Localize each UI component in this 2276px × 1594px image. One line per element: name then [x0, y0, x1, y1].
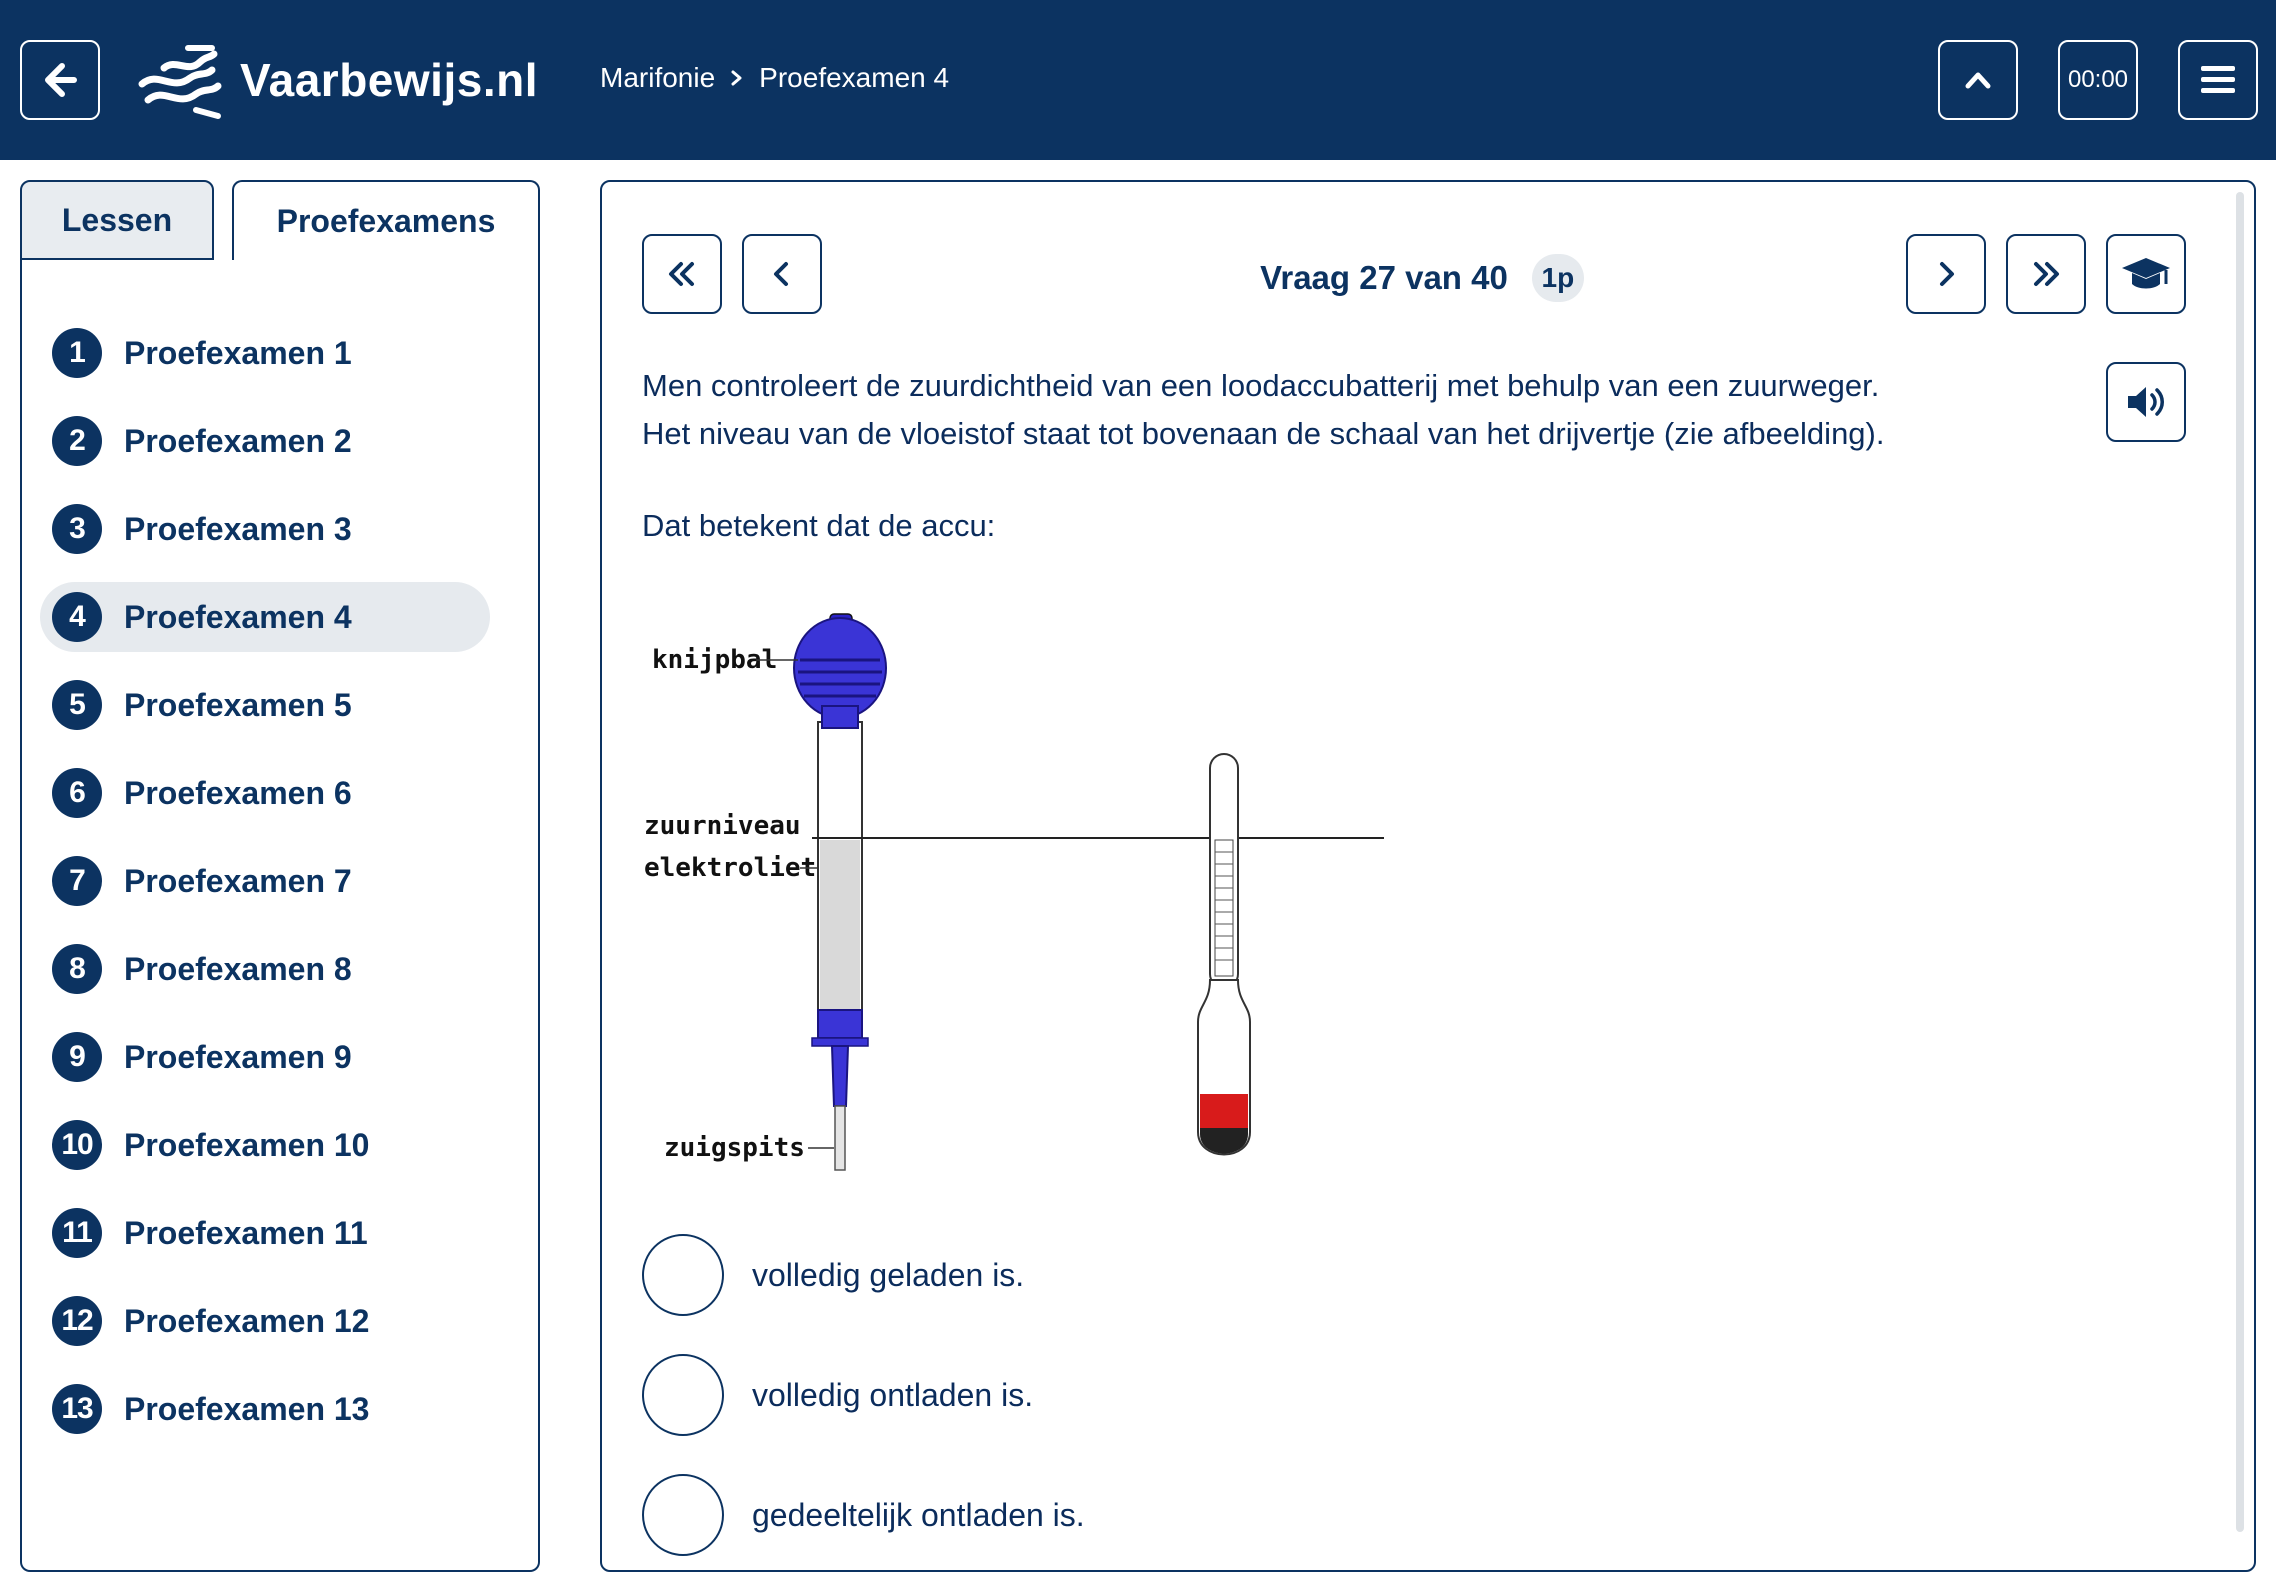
sidebar-item-proefexamen-3[interactable] [40, 494, 490, 564]
sidebar-item-label: Proefexamen 7 [124, 862, 352, 899]
exam-number-badge: 12 [52, 1296, 102, 1346]
exam-number-badge: 6 [52, 768, 102, 818]
exam-number-badge: 8 [52, 944, 102, 994]
question-panel [600, 180, 2256, 1572]
sidebar-item-proefexamen-10[interactable] [40, 1110, 490, 1180]
exam-number-badge: 11 [52, 1208, 102, 1258]
brand-logo[interactable] [138, 38, 538, 122]
back-button[interactable] [20, 40, 100, 120]
timer-button[interactable]: 00:00 [2058, 40, 2138, 120]
chevron-left-icon [764, 256, 800, 292]
tab-proefexamens[interactable]: Proefexamens [232, 180, 540, 260]
answer-radio[interactable] [642, 1354, 724, 1436]
sidebar-item-label: Proefexamen 4 [124, 598, 352, 635]
exam-number-badge: 13 [52, 1384, 102, 1434]
sidebar-item-proefexamen-5[interactable] [40, 670, 490, 740]
exam-number-badge: 10 [52, 1120, 102, 1170]
label-knijpbal: knijpbal [652, 645, 778, 675]
points-badge: 1p [1532, 254, 1584, 302]
answer-radio[interactable] [642, 1234, 724, 1316]
double-chevron-left-icon [664, 256, 700, 292]
sidebar-item-proefexamen-11[interactable] [40, 1198, 490, 1268]
float-red-band [1200, 1094, 1248, 1128]
exam-number-badge: 2 [52, 416, 102, 466]
menu-button[interactable] [2178, 40, 2258, 120]
suction-tip [835, 1106, 845, 1170]
top-header [0, 0, 2276, 160]
sidebar-item-proefexamen-7[interactable] [40, 846, 490, 916]
next-question-button[interactable] [1906, 234, 1986, 314]
sidebar-item-label: Proefexamen 12 [124, 1302, 370, 1339]
sidebar-item-label: Proefexamen 11 [124, 1214, 368, 1251]
label-elektroliet: elektroliet [644, 853, 817, 883]
answer-label: volledig ontladen is. [752, 1376, 1034, 1413]
question-line-1: Men controleert de zuurdichtheid van een loodaccubatterij met behulp van een zuurweger. [642, 368, 1880, 403]
question-prompt: Dat betekent dat de accu: [642, 508, 996, 543]
syringe-nozzle [832, 1046, 848, 1106]
answer-label: volledig geladen is. [752, 1256, 1025, 1293]
sidebar-item-proefexamen-9[interactable] [40, 1022, 490, 1092]
arrow-left-icon [40, 60, 80, 100]
explanation-button[interactable] [2106, 234, 2186, 314]
sidebar-item-label: Proefexamen 8 [124, 950, 352, 987]
logo-waves-icon [138, 40, 222, 120]
question-text [642, 362, 2042, 458]
sidebar-item-label: Proefexamen 3 [124, 510, 352, 547]
sidebar-item-proefexamen-2[interactable] [40, 406, 490, 476]
sidebar-item-proefexamen-4[interactable] [40, 582, 490, 652]
sidebar-item-proefexamen-1[interactable] [40, 318, 490, 388]
syringe-lower-cap [818, 1010, 862, 1038]
brand-name: Vaarbewijs.nl [240, 54, 538, 106]
exam-number-badge: 1 [52, 328, 102, 378]
exam-number-badge: 7 [52, 856, 102, 906]
sidebar-item-proefexamen-12[interactable] [40, 1286, 490, 1356]
float-scale [1215, 840, 1233, 976]
label-zuigspits: zuigspits [664, 1133, 805, 1163]
sidebar-item-label: Proefexamen 13 [124, 1390, 370, 1427]
label-zuurniveau: zuurniveau [644, 811, 801, 841]
question-header [1202, 254, 1642, 302]
sidebar-item-label: Proefexamen 5 [124, 686, 352, 723]
answer-label: gedeeltelijk ontladen is. [752, 1496, 1085, 1533]
chevron-right-icon [1928, 256, 1964, 292]
hamburger-icon [2198, 62, 2238, 98]
breadcrumb-item-exam: Proefexamen 4 [759, 62, 950, 93]
answer-option-3[interactable] [642, 1474, 1642, 1556]
sidebar-item-proefexamen-13[interactable] [40, 1374, 490, 1444]
sidebar-item-label: Proefexamen 9 [124, 1038, 352, 1075]
electrolyte-fill [820, 840, 860, 1010]
exam-number-badge: 4 [52, 592, 102, 642]
chevron-up-icon [1960, 62, 1996, 98]
first-question-button[interactable] [642, 234, 722, 314]
question-counter: Vraag 27 van 40 [1260, 259, 1508, 296]
sidebar-item-label: Proefexamen 10 [124, 1126, 370, 1163]
speaker-icon [2124, 382, 2168, 422]
read-aloud-button[interactable] [2106, 362, 2186, 442]
exam-number-badge: 5 [52, 680, 102, 730]
last-question-button[interactable] [2006, 234, 2086, 314]
collapse-up-button[interactable] [1938, 40, 2018, 120]
sidebar-item-label: Proefexamen 1 [124, 334, 352, 371]
squeeze-bulb [794, 618, 886, 718]
exam-number-badge: 9 [52, 1032, 102, 1082]
question-line-2: Het niveau van de vloeistof staat tot bovenaan de schaal van het drijvertje (zie afbeelding). [642, 416, 1885, 451]
answer-option-2[interactable] [642, 1354, 1642, 1436]
double-chevron-right-icon [2028, 256, 2064, 292]
graduation-cap-icon [2120, 254, 2172, 294]
scrollbar[interactable] [2236, 192, 2244, 1532]
sidebar-item-label: Proefexamen 2 [124, 422, 352, 459]
exam-number-badge: 3 [52, 504, 102, 554]
chevron-right-icon [729, 68, 745, 88]
sidebar-item-proefexamen-8[interactable] [40, 934, 490, 1004]
sidebar-item-proefexamen-6[interactable] [40, 758, 490, 828]
hydrometer-figure [632, 602, 1392, 1202]
tab-lessen[interactable]: Lessen [20, 180, 214, 260]
sidebar-item-label: Proefexamen 6 [124, 774, 352, 811]
answer-radio[interactable] [642, 1474, 724, 1556]
breadcrumb [600, 62, 949, 94]
bulb-neck [822, 706, 858, 728]
answer-option-1[interactable] [642, 1234, 1642, 1316]
previous-question-button[interactable] [742, 234, 822, 314]
breadcrumb-item-course[interactable]: Marifonie [600, 62, 716, 93]
syringe-flange [812, 1038, 868, 1046]
